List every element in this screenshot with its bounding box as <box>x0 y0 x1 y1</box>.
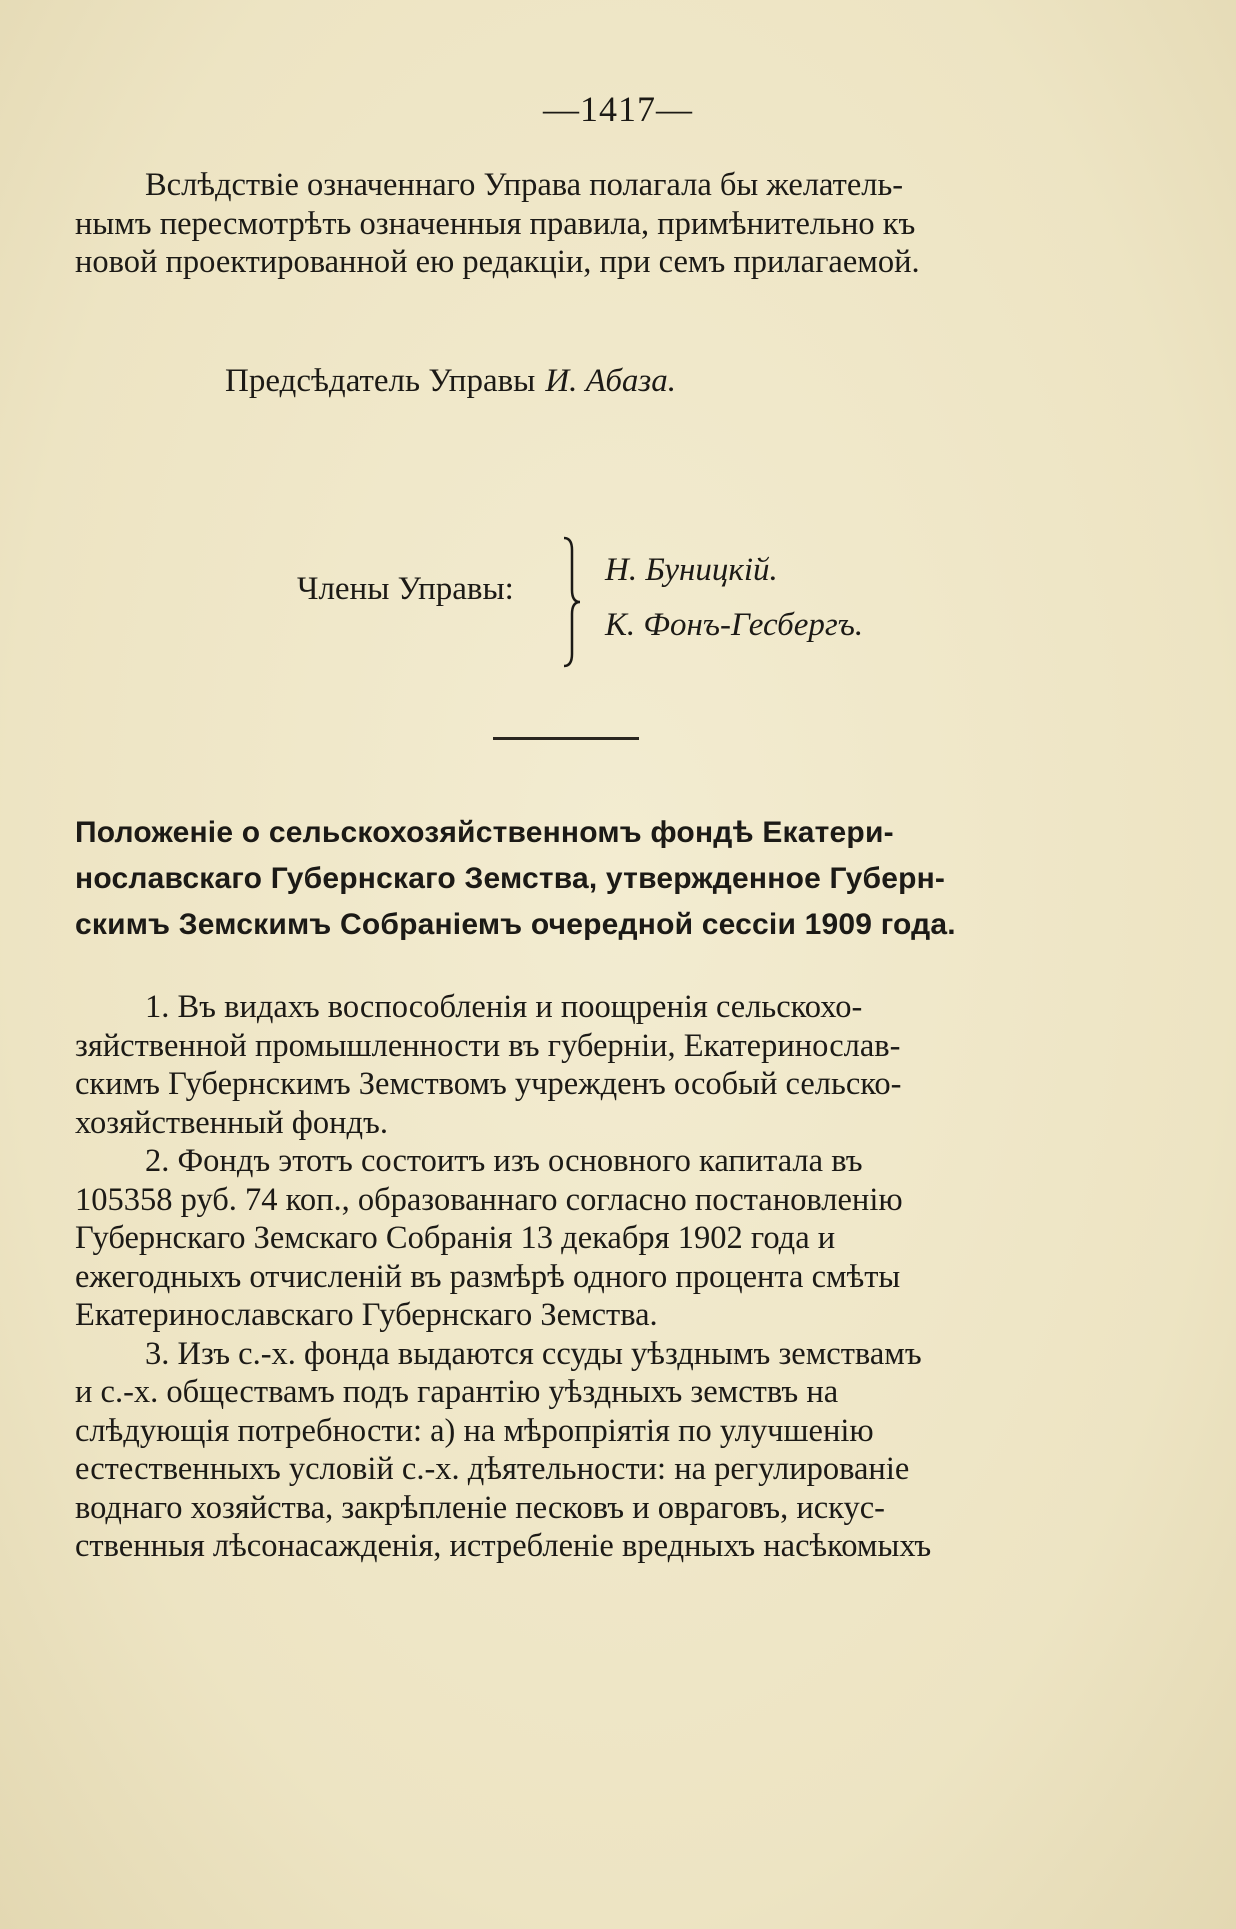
section-divider <box>493 737 639 740</box>
member-name: К. Фонъ-Гесбергъ. <box>605 607 864 643</box>
clause-line: хозяйственный фондъ. <box>75 1104 388 1141</box>
member-name: Н. Буницкій. <box>605 552 778 588</box>
clause-line: ственныя лѣсонасажденія, истребленіе вредныхъ насѣкомыхъ <box>75 1528 932 1564</box>
clause-line: воднаго хозяйства, закрѣпленіе песковъ и овраговъ, искус- <box>75 1489 886 1526</box>
intro-paragraph <box>75 166 1056 282</box>
clause-line-text: 1. Въ видахъ воспособленія и поощренія сельскохо- <box>145 989 863 1025</box>
clause-line: слѣдующія потребности: а) на мѣропріятія по улучшенію <box>75 1412 874 1449</box>
intro-line-text: Вслѣдствіе означеннаго Управа полагала бы желатель- <box>145 167 904 203</box>
members-label: Члены Управы: <box>297 571 514 607</box>
intro-line <box>75 166 1056 205</box>
clause-line-text: 3. Изъ с.-х. фонда выдаются ссуды уѣзднымъ земствамъ <box>145 1335 922 1372</box>
clause-line <box>75 988 1056 1027</box>
clause-3 <box>75 1335 1056 1566</box>
section-heading <box>75 810 1056 948</box>
clause-2 <box>75 1142 1056 1335</box>
clause-line-text: 2. Фондъ этотъ состоитъ изъ основного капитала въ <box>145 1143 863 1179</box>
clause-line: Губернскаго Земскаго Собранія 13 декабря 1902 года и <box>75 1220 836 1256</box>
chairman-name: И. Абаза. <box>545 363 677 399</box>
clause-line: и с.-х. обществамъ подъ гарантію уѣздныхъ земствъ на <box>75 1374 839 1410</box>
chairman-signature <box>225 363 676 400</box>
chairman-title: Предсѣдатель Управы <box>225 363 536 399</box>
clause-line <box>75 1142 1056 1181</box>
clause-1 <box>75 988 1056 1142</box>
heading-line: Положеніе о сельскохозяйственномъ фондѣ Екатери- <box>75 816 894 849</box>
heading-line: нославскаго Губернскаго Земства, утвержденное Губерн- <box>75 862 946 895</box>
regulation-body <box>75 988 1056 1566</box>
heading-line: скимъ Земскимъ Собраніемъ очередной сессіи 1909 года. <box>75 908 956 941</box>
clause-line: Екатеринославскаго Губернскаго Земства. <box>75 1297 658 1333</box>
clause-line: скимъ Губернскимъ Земствомъ учрежденъ особый сельско- <box>75 1066 902 1102</box>
clause-line: 105358 руб. 74 коп., образованнаго согласно постановленію <box>75 1181 903 1218</box>
intro-line: нымъ пересмотрѣть означенныя правила, примѣнительно къ <box>75 205 916 242</box>
clause-line <box>75 1335 1056 1374</box>
clause-line: естественныхъ условій с.-х. дѣятельности: на регулированіе <box>75 1451 910 1487</box>
curly-brace <box>560 536 584 668</box>
clause-line: ежегодныхъ отчисленій въ размѣрѣ одного процента смѣты <box>75 1258 901 1295</box>
intro-line: новой проектированной ею редакціи, при семъ прилагаемой. <box>75 244 920 280</box>
page-number: —1417— <box>543 89 693 129</box>
clause-line: зяйственной промышленности въ губерніи, Екатеринослав- <box>75 1027 901 1064</box>
